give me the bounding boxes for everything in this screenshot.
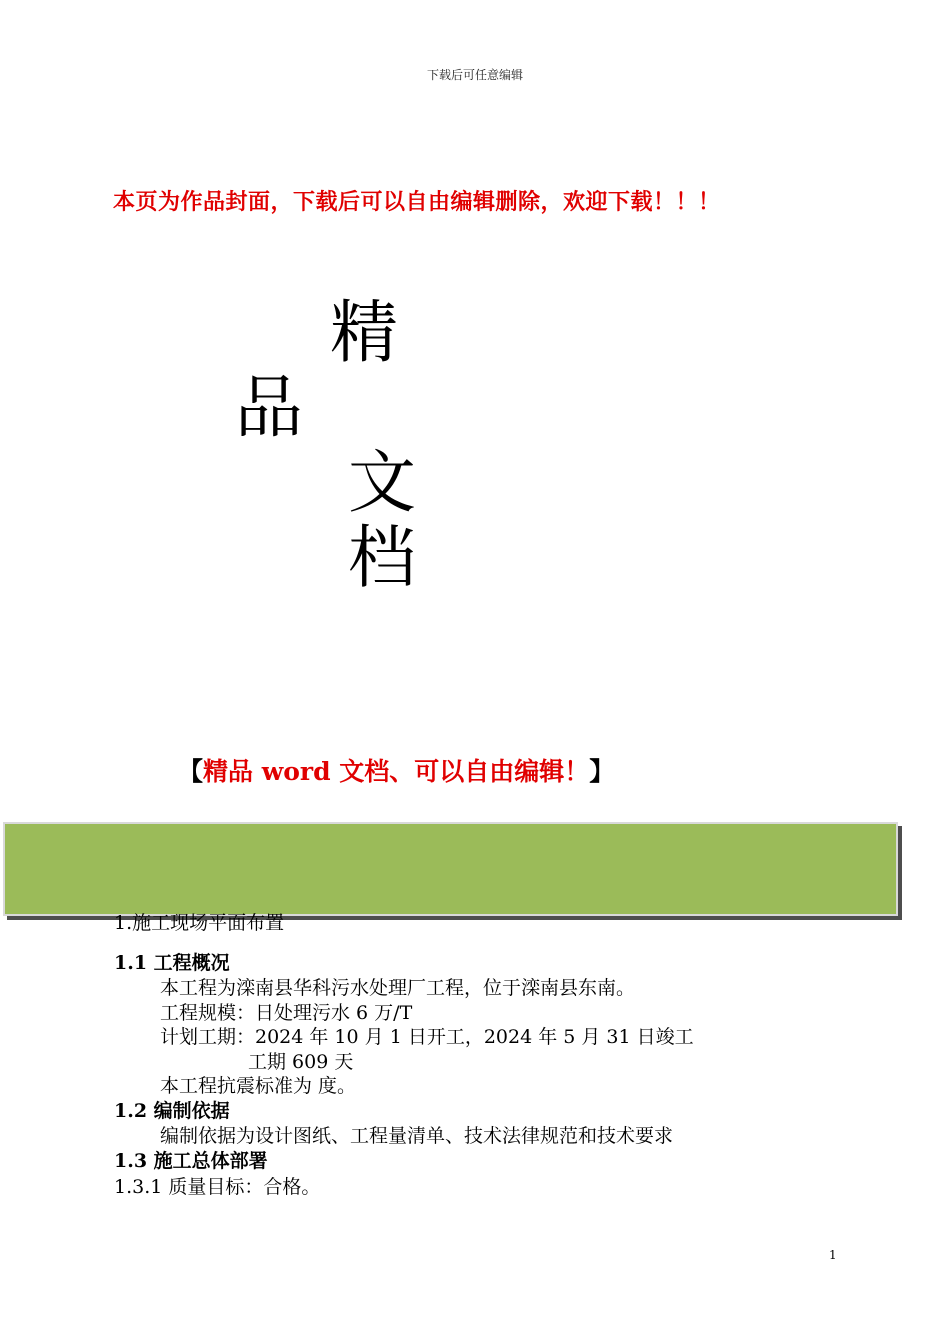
- section-1-1-paragraph-2: 工程规模：日处理污水 6 万/T: [160, 1002, 413, 1024]
- section-1-2-title: 1.2 编制依据: [114, 1100, 230, 1122]
- tagline-text: 精品 word 文档、可以自由编辑！: [203, 757, 590, 786]
- page-header-note: 下载后可任意编辑: [426, 68, 523, 82]
- big-title-char-4: 档: [348, 519, 417, 598]
- green-banner-box: [3, 822, 898, 916]
- section-1-2-paragraph-1: 编制依据为设计图纸、工程量清单、技术法律规范和技术要求: [160, 1125, 674, 1147]
- cover-banner: 本页为作品封面，下载后可以自由编辑删除，欢迎下载！！！: [113, 189, 721, 215]
- section-1-1-paragraph-3: 计划工期：2024 年 10 月 1 日开工，2024 年 5 月 31 日竣工: [160, 1026, 694, 1048]
- section-1-1-paragraph-5: 本工程抗震标准为 度。: [160, 1075, 357, 1097]
- tagline-close-bracket: 】: [589, 757, 615, 786]
- section-1-3-title: 1.3 施工总体部署: [114, 1150, 268, 1172]
- tagline-open-bracket: 【: [178, 757, 204, 786]
- section-1-1-title: 1.1 工程概况: [114, 952, 230, 974]
- big-title-char-2: 品: [235, 369, 304, 448]
- section-1-1-paragraph-4: 工期 609 天: [248, 1051, 354, 1073]
- section-1-1-paragraph-1: 本工程为滦南县华科污水处理厂工程，位于滦南县东南。: [160, 977, 636, 999]
- doc-tagline: [178, 752, 614, 788]
- page-number: 1: [829, 1248, 837, 1262]
- big-title-char-3: 文: [348, 444, 417, 523]
- section-1-3-1-item: 1.3.1 质量目标：合格。: [114, 1176, 321, 1198]
- section-1-title: 1.施工现场平面布置: [114, 912, 285, 934]
- big-title-char-1: 精: [330, 294, 399, 373]
